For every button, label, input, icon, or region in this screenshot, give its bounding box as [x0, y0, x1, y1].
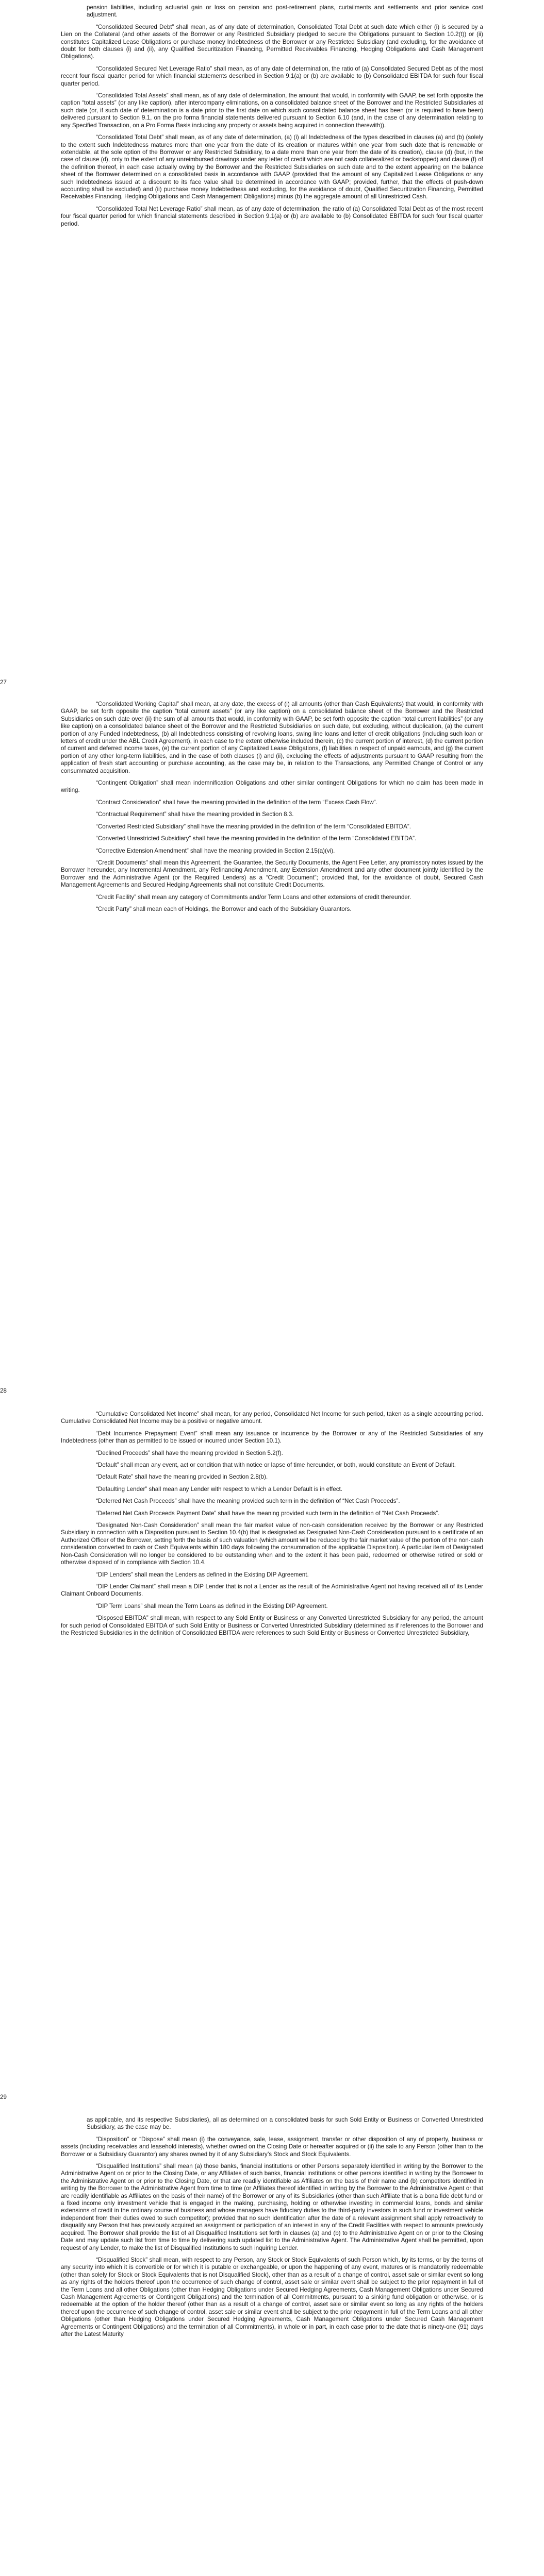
- definition-paragraph: “Consolidated Total Debt” shall mean, as of any date of determination, (a) (i) all Indebtedness of the types described in clauses (a) and (b) (solely to the extent such Indebtedness matures more than one year from the date of its creation or matures within one year from such date that is renewable or extendable, at the sole option of the Borrower or any Restricted Subsidiary, to a date more than one year from the date of its creation), clause (d) (but, in the case of clause (d), only to the extent of any unreimbursed drawings under any letter of credit which are not cash collateralized or backstopped) and clause (f) of the definition thereof, in each case actually owing by the Borrower and the Restricted Subsidiaries on such date and to the extent appearing on the balance sheet of the Borrower determined on a consolidated basis in accordance with GAAP (provided that the amount of any Capitalized Lease Obligations or any such Indebtedness issued at a discount to its face value shall be determined in accordance with GAAP; provided, further, that the effects of push-down accounting shall be excluded) and (ii) purchase money Indebtedness and excluding, for the avoidance of doubt, Qualified Securitization Financing, Permitted Receivables Financing, Hedging Obligations and Cash Management Obligations) minus (b) the aggregate amount of all Unrestricted Cash.: [61, 134, 483, 200]
- page-number: 27: [0, 679, 7, 686]
- definition-paragraph: “Disqualified Stock” shall mean, with respect to any Person, any Stock or Stock Equivalents of such Person which, by its terms, or by the terms of any security into which it is convertible or for which it is putable or exchangeable, or upon the happening of any event, matures or is mandatorily redeemable (other than solely for Stock or Stock Equivalents that is not Disqualified Stock), other than as a result of a change of control, asset sale or similar event so long as any rights of the holders thereof upon the occurrence of such change of control, asset sale or similar event shall be subject to the prior repayment in full of the Term Loans and all other Obligations (other than Hedging Obligations under Secured Hedging Agreements, Cash Management Obligations under Secured Cash Management Agreements or Contingent Obligations) and the termination of all Commitments, pursuant to a sinking fund obligation or otherwise, or is redeemable at the option of the holder thereof (other than as a result of a change of control, asset sale or similar event so long as any rights of the holders thereof upon the occurrence of such change of control, asset sale or similar event shall be subject to the prior repayment in full of the Term Loans and all other Obligations (other than Hedging Obligations under Secured Hedging Agreements, Cash Management Obligations under Secured Cash Management Agreements or Contingent Obligations) and the termination of all Commitments), in whole or in part, in each case prior to the date that is ninety-one (91) days after the Latest Maturity: [61, 2256, 483, 2337]
- definition-paragraph: “Declined Proceeds” shall have the meaning provided in Section 5.2(f).: [96, 1449, 283, 1456]
- definition-paragraph: “Disposition” or “Dispose” shall mean (i) the conveyance, sale, lease, assignment, transfer or other disposition of any of property, business or assets (including receivables and leasehold interests), whether owned on the Closing Date or hereafter acquired or (ii) the sale to any Person (other than to the Borrower or a Subsidiary Guarantor) any shares owned by it of any Subsidiary’s Stock and Stock Equivalents.: [61, 2136, 483, 2158]
- page-number: 29: [0, 2094, 7, 2100]
- definition-paragraph: “Default Rate” shall have the meaning provided in Section 2.8(b).: [96, 1473, 268, 1481]
- page-number: 28: [0, 1387, 7, 1394]
- page-27: [0, 0, 544, 694]
- definition-paragraph: “Converted Restricted Subsidiary” shall have the meaning provided in the definition of the term “Consolidated EBITDA”.: [96, 823, 411, 830]
- definition-paragraph: “Deferred Net Cash Proceeds” shall have the meaning provided such term in the definition of “Net Cash Proceeds”.: [96, 1498, 400, 1505]
- definition-paragraph: “Credit Party” shall mean each of Holdings, the Borrower and each of the Subsidiary Guarantors.: [96, 905, 352, 912]
- definition-paragraph: “Corrective Extension Amendment” shall have the meaning provided in Section 2.15(a)(vi).: [96, 847, 335, 854]
- page-body: [61, 1411, 483, 1637]
- continuation-paragraph: as applicable, and its respective Subsidiaries), all as determined on a consolidated basis for such Sold Entity or Business or Converted Unrestricted Subsidiary, as the case may be.: [87, 2116, 483, 2131]
- definition-paragraph: “Disposed EBITDA” shall mean, with respect to any Sold Entity or Business or any Converted Unrestricted Subsidiary for any period, the amount for such period of Consolidated EBITDA of such Sold Entity or Business or Converted Unrestricted Subsidiary (determined as if references to the Borrower and the Restricted Subsidiaries in the definition of Consolidated EBITDA were references to such Sold Entity or Business or Converted Unrestricted Subsidiary,: [61, 1615, 483, 1636]
- definition-paragraph: “Defaulting Lender” shall mean any Lender with respect to which a Lender Default is in effect.: [96, 1485, 342, 1493]
- definition-paragraph: “Contingent Obligation” shall mean indemnification Obligations and other similar contingent Obligations for which no claim has been made in writing.: [61, 779, 483, 794]
- definition-paragraph: “Converted Unrestricted Subsidiary” shall have the meaning provided in the definition of the term “Consolidated EBITDA”.: [96, 835, 417, 842]
- definition-paragraph: “Contract Consideration” shall have the meaning provided in the definition of the term “Excess Cash Flow”.: [96, 799, 377, 806]
- definition-paragraph: “Consolidated Secured Debt” shall mean, as of any date of determination, Consolidated Total Debt at such date which either (i) is secured by a Lien on the Collateral (and other assets of the Borrower or any Restricted Subsidiary pledged to secure the Obligations pursuant to Section 10.2(t)) or (ii) constitutes Capitalized Lease Obligations or purchase money Indebtedness of the Borrower or any Restricted Subsidiary (and excluding, for the avoidance of doubt for both clauses (i) and (ii), any Qualified Securitization Financing, Permitted Receivables Financing, Hedging Obligations and Cash Management Obligations).: [61, 23, 483, 60]
- page-29: [0, 1405, 544, 2111]
- definition-paragraph: “Deferred Net Cash Proceeds Payment Date” shall have the meaning provided such term in the definition of “Net Cash Proceeds”.: [96, 1510, 440, 1517]
- definition-paragraph: “Credit Facility” shall mean any category of Commitments and/or Term Loans and other extensions of credit thereunder.: [96, 893, 411, 901]
- page-body: [61, 2116, 483, 2338]
- page-body: [61, 4, 483, 228]
- definition-paragraph: “Cumulative Consolidated Net Income” shall mean, for any period, Consolidated Net Income for such period, taken as a single accounting period. Cumulative Consolidated Net Income may be a positive or negative amount.: [61, 1411, 483, 1425]
- definition-paragraph: “Consolidated Working Capital” shall mean, at any date, the excess of (i) all amounts (other than Cash Equivalents) that would, in conformity with GAAP, be set forth opposite the caption “total current assets” (or any like caption) on a consolidated balance sheet of the Borrower and the Restricted Subsidiaries on such date over (ii) the sum of all amounts that would, in conformity with GAAP, be set forth opposite the caption “total current liabilities” (or any like caption) on a consolidated balance sheet of the Borrower and the Restricted Subsidiaries on such date, but excluding, without duplication, (a) the current portion of any Funded Indebtedness, (b) all Indebtedness consisting of revolving loans, swing line loans and letter of credit obligations (including such loan or letters of credit under the ABL Credit Agreement), in each case to the extent otherwise included therein, (c) the current portion of interest, (d) the current portion of current and deferred income taxes, (e) the current portion of any Capitalized Lease Obligations, (f) liabilities in respect of unpaid earnouts, and (g) the current portion of any other long-term liabilities, and in the case of both clauses (i) and (ii), excluding the effects of adjustments pursuant to GAAP resulting from the application of fresh start accounting or purchase accounting, as the case may be, in relation to the Transactions, any Permitted Change of Control or any consummated acquisition.: [61, 701, 483, 774]
- definition-paragraph: “Credit Documents” shall mean this Agreement, the Guarantee, the Security Documents, the Agent Fee Letter, any promissory notes issued by the Borrower hereunder, any Incremental Amendment, any Refinancing Amendment, any Extension Amendment and any other document jointly identified by the Borrower and the Administrative Agent (or the Required Lenders) as a “Credit Document”; provided that, for the avoidance of doubt, Secured Cash Management Agreements and Secured Hedging Agreements shall not constitute Credit Documents.: [61, 859, 483, 889]
- definition-paragraph: “Consolidated Total Assets” shall mean, as of any date of determination, the amount that would, in conformity with GAAP, be set forth opposite the caption “total assets” (or any like caption), after intercompany eliminations, on a consolidated balance sheet of the Borrower and the Restricted Subsidiaries at such date (or, if such date of determination is a date prior to the first date on which such consolidated balance sheet has been (or is required to have been) delivered pursuant to Section 9.1, on the pro forma financial statements delivered pursuant to Section 6.10 (and, in the case of any determination relating to any Specified Transaction, on a Pro Forma Basis including any property or assets being acquired in connection therewith)).: [61, 92, 483, 129]
- definition-paragraph: “Default” shall mean any event, act or condition that with notice or lapse of time hereunder, or both, would constitute an Event of Default.: [96, 1462, 456, 1469]
- definition-paragraph: “Consolidated Secured Net Leverage Ratio” shall mean, as of any date of determination, the ratio of (a) Consolidated Secured Debt as of the most recent four fiscal quarter period for which financial statements described in Section 9.1(a) or (b) are available to (b) Consolidated EBITDA for such four fiscal quarter period.: [61, 65, 483, 87]
- definition-paragraph: “DIP Lender Claimant” shall mean a DIP Lender that is not a Lender as the result of the Administrative Agent not having received all of its Lender Claimant Onboard Documents.: [61, 1583, 483, 1598]
- page-30: [0, 2111, 544, 2576]
- definition-paragraph: “Designated Non-Cash Consideration” shall mean the fair market value of non-cash consideration received by the Borrower or any Restricted Subsidiary in connection with a Disposition pursuant to Section 10.4(b) that is designated as Designated Non-Cash Consideration pursuant to a certificate of an Authorized Officer of the Borrower, setting forth the basis of such valuation (which amount will be reduced by the fair market value of the portion of the non-cash consideration converted to cash or Cash Equivalents within 180 days following the consummation of the applicable Disposition). A particular item of Designated Non-Cash Consideration will no longer be considered to be outstanding when and to the extent it has been paid, redeemed or otherwise retired or sold or otherwise disposed of in compliance with Section 10.4.: [61, 1522, 483, 1566]
- definition-paragraph: “Debt Incurrence Prepayment Event” shall mean any issuance or incurrence by the Borrower or any of the Restricted Subsidiaries of any Indebtedness (other than as permitted to be issued or incurred under Section 10.1).: [61, 1430, 483, 1445]
- definition-paragraph: “Disqualified Institutions” shall mean (a) those banks, financial institutions or other Persons separately identified in writing by the Borrower to the Administrative Agent on or prior to the Closing Date, or any Affiliates of such banks, financial institutions or other persons identified in writing by the Borrower to the Administrative Agent on or prior to the Closing Date, or that are readily identifiable as Affiliates on the basis of their name and (b) competitors identified in writing by the Borrower to the Administrative Agent from time to time (or Affiliates thereof identified in writing by the Borrower to the Administrative Agent or that are readily identifiable as Affiliates on the basis of their name) of the Borrower or any of its Subsidiaries (other than such Affiliate that is a bona fide debt fund or a fixed income only investment vehicle that is engaged in the making, purchasing, holding or otherwise investing in commercial loans, bonds and similar extensions of credit in the ordinary course of business and whose managers have fiduciary duties to the third-party investors in such fund or investment vehicle independent from their duties owed to such competitor); provided that no such identification after the date of a relevant assignment shall apply retroactively to disqualify any Person that has previously acquired an assignment or participation of an interest in any of the Credit Facilities with respect to amounts previously acquired. The Borrower shall provide the list of all Disqualified Institutions set forth in clauses (a) and (b) to the Administrative Agent on or prior to the Closing Date and may update such list from time to time by delivering such updated list to the Administrative Agent. The Administrative Agent shall be permitted, upon request of any Lender, to make the list of Disqualified Institutions to such inquiring Lender.: [61, 2163, 483, 2251]
- page-body: [61, 701, 483, 913]
- definition-paragraph: “DIP Term Loans” shall mean the Term Loans as defined in the Existing DIP Agreement.: [96, 1602, 328, 1609]
- continuation-paragraph: pension liabilities, including actuarial gain or loss on pension and post-retirement plans, curtailments and settlements and prior service cost adjustment.: [87, 4, 483, 19]
- definition-paragraph: “Contractual Requirement” shall have the meaning provided in Section 8.3.: [96, 811, 294, 818]
- definition-paragraph: “Consolidated Total Net Leverage Ratio” shall mean, as of any date of determination, the ratio of (a) Consolidated Total Debt as of the most recent four fiscal quarter period for which financial statements described in Section 9.1(a) or (b) are available to (b) Consolidated EBITDA for such four fiscal quarter period.: [61, 205, 483, 227]
- page-28: [0, 694, 544, 1405]
- definition-paragraph: “DIP Lenders” shall mean the Lenders as defined in the Existing DIP Agreement.: [96, 1571, 309, 1578]
